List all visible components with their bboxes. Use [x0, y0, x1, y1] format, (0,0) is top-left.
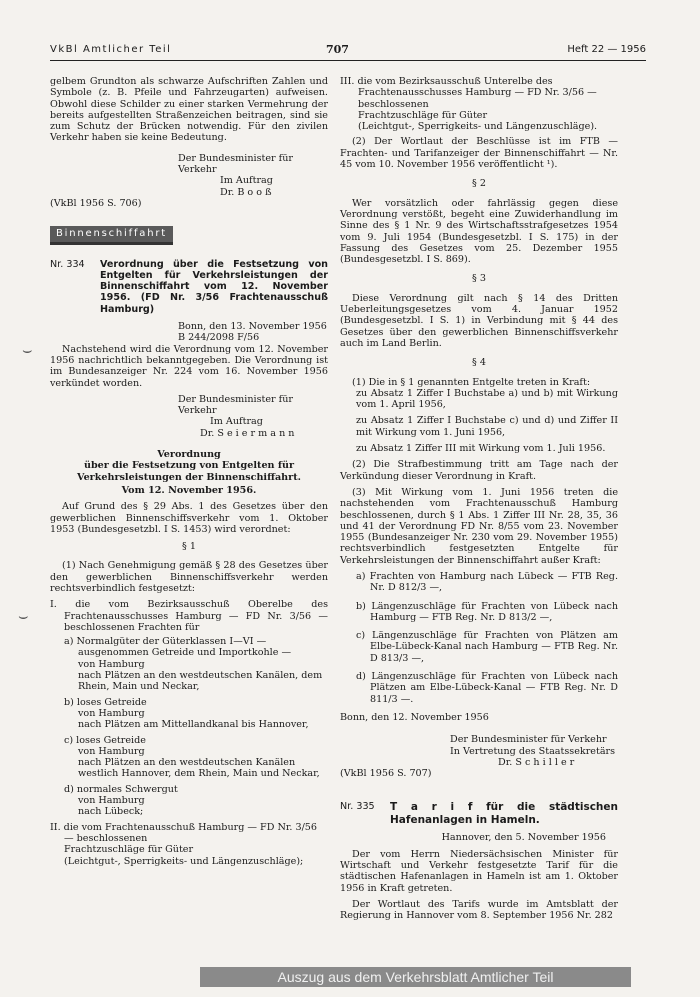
right-column	[340, 76, 618, 927]
intro-paragraph: gelbem Grundton als schwarze Aufschriften Zahlen und Symbole (z. B. Pfeile und Fahrzeugarten) aufweisen. Obwohl diese Schilder zu einer starken Vermehrung der bereits aufgestellten Straßenzeichen beitragen, sind sie zum Schutz der Brücken notwendig. Für den zivilen Verkehr haben sie keine Bedeutung.	[50, 76, 328, 144]
nr-335-heading	[340, 801, 618, 826]
repeal-item-c: c) Längenzuschläge für Frachten von Plätzen am Elbe-Lübeck-Kanal nach Hamburg — FTB Reg. Nr. D 813/3 —,	[356, 630, 618, 664]
section-3-heading: § 3	[472, 273, 486, 285]
repeal-item-a: a) Frachten von Hamburg nach Lübeck — FTB Reg. Nr. D 812/3 —,	[356, 570, 618, 594]
nr-334-heading	[50, 259, 328, 315]
left-column	[50, 76, 328, 870]
item-a-line-1: a) Normalgüter der Güterklassen I—VI — ausgenommen Getreide und Importkohle —	[64, 636, 292, 659]
notice-paragraph: Nachstehend wird die Verordnung vom 12. November 1956 nachrichtlich bekanntgegeben. Die Verordnung ist im Bundesanzeiger Nr. 224 vom 16. November 1956 verkündet worden.	[50, 343, 328, 389]
signature-1-line-2: Im Auftrag	[220, 175, 273, 187]
effective-date-1: zu Absatz 1 Ziffer I Buchstabe a) und b) mit Wirkung vom 1. April 1956,	[356, 387, 618, 411]
item-c-line-2: von Hamburg	[78, 745, 145, 757]
bonn-date: Bonn, den 12. November 1956	[340, 711, 489, 723]
reference-1: (VkBl 1956 S. 706)	[50, 197, 142, 209]
item-ii-line-2: Frachtzuschläge für Güter	[64, 844, 194, 856]
item-b-line-3: nach Plätzen am Mittellandkanal bis Hannover,	[78, 719, 309, 731]
effective-date-3: zu Absatz 1 Ziffer III mit Wirkung vom 1. Juli 1956.	[356, 443, 606, 455]
item-a	[64, 636, 328, 692]
page-header	[50, 44, 646, 61]
section-1-paragraph: (1) Nach Genehmigung gemäß § 28 des Gesetzes über den gewerblichen Binnenschiffsverkehr werden rechtsverbindlich festgesetzt:	[50, 560, 328, 594]
footer-banner: Auszug aus dem Verkehrsblatt Amtlicher Teil	[200, 967, 631, 987]
item-b-line-2: von Hamburg	[78, 707, 145, 719]
repeal-item-b: b) Längenzuschläge für Frachten von Lübeck nach Hamburg — FTB Reg. Nr. D 813/2 —,	[356, 600, 618, 623]
nr-335-paragraph-1: Der vom Herrn Niedersächsischen Minister für Wirtschaft und Verkehr festgesetzte Tarif für die städtischen Hafenanlagen in Hameln ist am 1. Oktober 1956 in Kraft getreten.	[340, 848, 618, 894]
reference-2: (VkBl 1956 S. 707)	[340, 768, 432, 780]
file-reference: B 244/2098 F/56	[178, 332, 260, 344]
item-b-line-1: b) loses Getreide	[64, 696, 147, 708]
section-2-heading: § 2	[472, 178, 486, 190]
item-a-line-3: nach Plätzen an den westdeutschen Kanälen, dem Rhein, Main und Neckar,	[78, 670, 323, 693]
place-date: Bonn, den 13. November 1956	[178, 321, 327, 333]
item-d-line-1: d) normales Schwergut	[64, 783, 178, 795]
margin-mark-2: ⌣	[18, 606, 29, 625]
item-c	[64, 735, 328, 780]
section-2-text: Wer vorsätzlich oder fahrlässig gegen diese Verordnung verstößt, begeht eine Zuwiderhandlung im Sinne des § 1 Nr. 9 des Wirtschaftsstrafgesetzes 1954 vom 9. Juli 1954 (Bundesgesetzbl. I S. 175) in der Fassung des Gesetzes vom 25. Dezember 1955 (Bundesgesetzbl. I S. 869).	[340, 197, 618, 266]
margin-mark-1: ⌣	[22, 340, 33, 359]
item-c-line-1: c) loses Getreide	[64, 734, 146, 746]
signature-2-line-1: Der Bundesminister für Verkehr	[178, 393, 293, 417]
item-ii-line-3: (Leichtgut-, Sperrigkeits- und Längenzuschläge);	[64, 855, 304, 867]
section-4-paragraph-1: (1) Die in § 1 genannten Entgelte treten in Kraft:	[352, 376, 591, 388]
item-iii	[340, 76, 618, 132]
signature-3-line-1: Der Bundesminister für Verkehr	[450, 734, 607, 746]
signature-1-line-1: Der Bundesminister für Verkehr	[178, 152, 293, 176]
header-issue: Heft 22 — 1956	[567, 44, 646, 55]
page-number: 707	[326, 43, 349, 56]
signature-1-line-3: Dr. B o o ß	[220, 186, 272, 198]
effective-date-2: zu Absatz 1 Ziffer I Buchstabe c) und d) und Ziffer II mit Wirkung vom 1. Juni 1956,	[356, 415, 618, 438]
item-a-line-2: von Hamburg	[78, 658, 145, 670]
nr-335-number: Nr. 335	[340, 801, 375, 813]
verordnung-subtitle: über die Festsetzung von Entgelten für Verkehrsleistungen der Binnenschiffahrt.	[77, 460, 301, 483]
item-iii-line-2: Frachtzuschläge für Güter	[358, 109, 488, 121]
item-d-line-2: von Hamburg	[78, 795, 145, 807]
nr-335-title: T a r i f für die städtischen Hafenanlagen in Hameln.	[390, 801, 618, 826]
item-ii-line-1: II. die vom Frachtenausschuß Hamburg — FD Nr. 3/56 — beschlossenen	[50, 821, 318, 844]
hannover-date: Hannover, den 5. November 1956	[441, 832, 606, 844]
item-iii-line-3: (Leichtgut-, Sperrigkeits- und Längenzuschläge).	[358, 121, 598, 133]
item-b	[64, 697, 328, 731]
verordnung-title: Verordnung	[157, 449, 221, 461]
item-d-line-3: nach Lübeck;	[78, 806, 144, 818]
preamble: Auf Grund des § 29 Abs. 1 des Gesetzes über den gewerblichen Binnenschiffsverkehr vom 1. Oktober 1953 (Bundesgesetzbl. I S. 1453) wird verordnet:	[50, 501, 328, 535]
nr-334-title: Verordnung über die Festsetzung von Entgelten für Verkehrsleistungen der Binnenschiffahrt vom 12. November 1956. (FD Nr. 3/56 Frachtenausschuß Hamburg)	[100, 258, 328, 315]
effective-dates	[356, 388, 618, 454]
section-4-paragraph-2: (2) Die Strafbestimmung tritt am Tage nach der Verkündung dieser Verordnung in Kraft.	[340, 459, 618, 482]
nr-335-paragraph-2: Der Wortlaut des Tarifs wurde im Amtsblatt der Regierung in Hannover vom 8. September 1956 Nr. 282	[340, 898, 618, 922]
header-journal: VkBl Amtlicher Teil	[50, 44, 172, 55]
verordnung-date: Vom 12. November 1956.	[121, 484, 257, 496]
section-4-paragraph-3: (3) Mit Wirkung vom 1. Juni 1956 treten die nachstehenden vom Frachtenausschuß Hamburg beschlossenen, durch § 1 Abs. 1 Ziffer III Nr. 28, 35, 36 und 41 der Verordnung FD Nr. 8/55 vom 23. November 1955 (Bundesanzeiger Nr. 230 vom 29. November 1955) rechtsverbindlich festgesetzten Entgelte für Verkehrsleistungen der Binnenschiffahrt außer Kraft:	[340, 486, 618, 566]
section-4-heading: § 4	[472, 357, 486, 369]
repeal-item-d: d) Längenzuschläge für Frachten von Lübeck nach Plätzen am Elbe-Lübeck-Kanal — FTB Reg. Nr. D 811/3 —.	[356, 671, 618, 705]
item-c-line-3: nach Plätzen an den westdeutschen Kanälen westlich Hannover, dem Rhein, Main und Neckar,	[78, 757, 320, 780]
signature-2-line-3: Dr. S e i e r m a n n	[200, 427, 295, 439]
section-banner: Binnenschiffahrt	[50, 226, 173, 244]
section-1-heading: § 1	[182, 541, 196, 553]
paragraph-2: (2) Der Wortlaut der Beschlüsse ist im FTB — Frachten- und Tarifanzeiger der Binnenschiffahrt — Nr. 45 vom 10. November 1956 veröffentlicht ¹).	[340, 136, 618, 171]
nr-334-number: Nr. 334	[50, 258, 85, 270]
item-ii	[50, 822, 328, 867]
item-d	[64, 784, 328, 818]
item-iii-line-1: III. die vom Bezirksausschuß Unterelbe des Frachtenausschusses Hamburg — FD Nr. 3/56 — beschlossenen	[340, 76, 597, 110]
item-i: I. die vom Bezirksausschuß Oberelbe des Frachtenausschusses Hamburg — FD Nr. 3/56 — beschlossenen Frachten für	[50, 599, 328, 633]
signature-3-line-3: Dr. S c h i l l e r	[498, 756, 575, 768]
section-3-text: Diese Verordnung gilt nach § 14 des Dritten Ueberleitungsgesetzes vom 4. Januar 1952 (Bundesgesetzbl. I S. 1) in Verbindung mit § 44 des Gesetzes über den gewerblichen Binnenschiffsverkehr auch im Land Berlin.	[340, 292, 618, 349]
signature-3-line-2: In Vertretung des Staatssekretärs	[450, 745, 616, 757]
signature-2-line-2: Im Auftrag	[210, 416, 263, 428]
